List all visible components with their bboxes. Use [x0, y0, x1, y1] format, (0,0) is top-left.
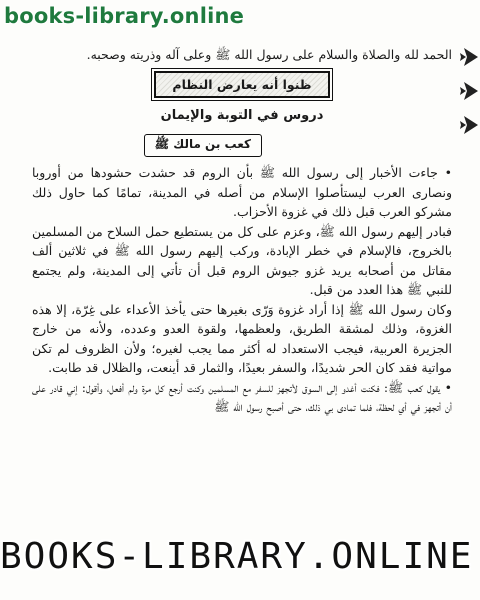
title-banner: ظنوا أنه يعارض النظام — [154, 71, 329, 98]
title-banner-wrap — [32, 71, 452, 98]
paragraph: وكان رسول الله ﷺ إذا أراد غزوة وَرّى بغيرها حتى يأخذ الأعداء على غِرّة، إلا هذه الغزوة، وذلك لمشقة الطريق، ولعظمها، ولقوة العدو وعدده، ولأنه من خارج الجزيرة العربية، فيجب الاستعداد له أكثر مما يجب لغيره؛ ولأن الظروف لم تكن مواتية فقد كان الحر شديدًا، والسفر بعيدًا، والثمار قد أينعت، والظلال قد طابت. — [32, 301, 452, 375]
subtitle: دروس في التوبة والإيمان — [160, 108, 324, 123]
paragraph: • جاءت الأخبار إلى رسول الله ﷺ بأن الروم قد حشدت حشودها من أوروبا ونصارى العرب ليستأصلوا الإسلام من أصله في المدينة، تمامًا كما حاول ذلك مشركو العرب قبل ذلك في غزوة الأحزاب. — [32, 165, 452, 219]
page-fade — [32, 578, 452, 600]
watermark-top: books-library.online — [4, 4, 245, 28]
ornament-icon — [458, 80, 478, 102]
paragraph: • يقول كعب ﷺ: فكنت أغدو إلى السوق لأتجهز للسفر مع المسلمين وكنت أرجع كل مرة ولم أفعل، وأقول: إني قادر على أن أتجهز في أي لحظة، فلما تمادى بي ذلك، حتى أصبح رسول الله ﷺ — [32, 379, 452, 414]
ornament-icon — [458, 46, 478, 68]
page-body — [32, 44, 452, 417]
margin-ornaments — [458, 46, 480, 148]
watermark-bottom: BOOKS-LIBRARY.ONLINE — [0, 536, 474, 577]
paragraph: فبادر إليهم رسول الله ﷺ، وعزم على كل من يستطيع حمل السلاح من المسلمين بالخروج، فالإسلام في خطر الإبادة، وركب إليهم رسول الله ﷺ في ثلاثين ألف مقاتل من أصحابه يريد غزو جيوش الروم قبل أن تأتي إلى المدينة، ولم يجتمع للنبي ﷺ هذا العدد من قبل. — [32, 223, 452, 297]
ornament-icon — [458, 114, 478, 136]
name-label: كعب بن مالك ﷺ — [144, 134, 262, 157]
intro-text: الحمد لله والصلاة والسلام على رسول الله ﷺ وعلى آله وذريته وصحبه. — [86, 47, 452, 62]
